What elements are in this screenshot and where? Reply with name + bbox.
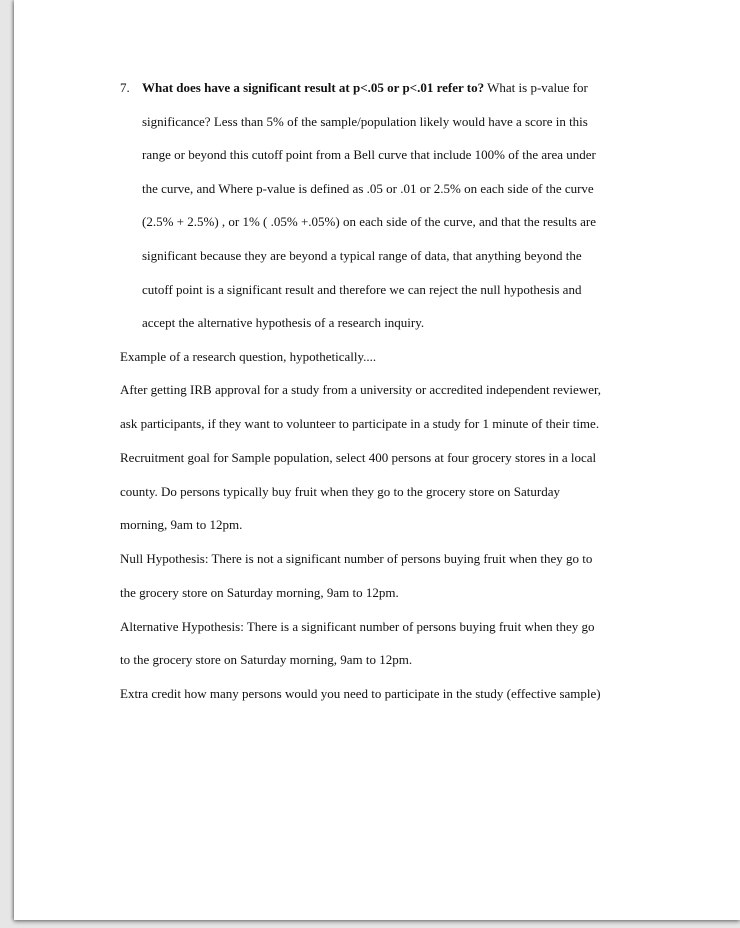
body-line: Recruitment goal for Sample population, select 400 persons at four grocery stores in a local <box>120 450 597 465</box>
question-bold: What does have a significant result at p<.05 or p<.01 refer to? <box>142 80 485 95</box>
question-rest: What is p-value for <box>484 80 588 95</box>
body-line: Null Hypothesis: There is not a significant number of persons buying fruit when they go to <box>120 551 593 566</box>
body-line: Extra credit how many persons would you need to participate in the study (effective sample) <box>120 686 601 701</box>
answer-line: (2.5% + 2.5%) , or 1% ( .05% +.05%) on each side of the curve, and that the results are <box>142 214 596 229</box>
answer-line: significant because they are beyond a typical range of data, that anything beyond the <box>142 248 582 263</box>
body-line: Alternative Hypothesis: There is a significant number of persons buying fruit when they go <box>120 619 595 634</box>
body-line: morning, 9am to 12pm. <box>120 517 243 532</box>
body-line: county. Do persons typically buy fruit when they go to the grocery store on Saturday <box>120 484 560 499</box>
body-line: Example of a research question, hypothetically.... <box>120 349 377 364</box>
body-line: the grocery store on Saturday morning, 9am to 12pm. <box>120 585 399 600</box>
answer-line: significance? Less than 5% of the sample/population likely would have a score in this <box>142 114 588 129</box>
item-number: 7. <box>120 80 130 95</box>
document-page <box>14 0 740 920</box>
question-line <box>142 80 588 96</box>
body-line: ask participants, if they want to volunteer to participate in a study for 1 minute of their time. <box>120 416 600 431</box>
answer-line: range or beyond this cutoff point from a Bell curve that include 100% of the area under <box>142 147 596 162</box>
answer-line: accept the alternative hypothesis of a research inquiry. <box>142 315 425 330</box>
answer-line: cutoff point is a significant result and therefore we can reject the null hypothesis and <box>142 282 582 297</box>
body-line: After getting IRB approval for a study from a university or accredited independent reviewer, <box>120 382 602 397</box>
answer-line: the curve, and Where p-value is defined as .05 or .01 or 2.5% on each side of the curve <box>142 181 594 196</box>
body-line: to the grocery store on Saturday morning, 9am to 12pm. <box>120 652 413 667</box>
